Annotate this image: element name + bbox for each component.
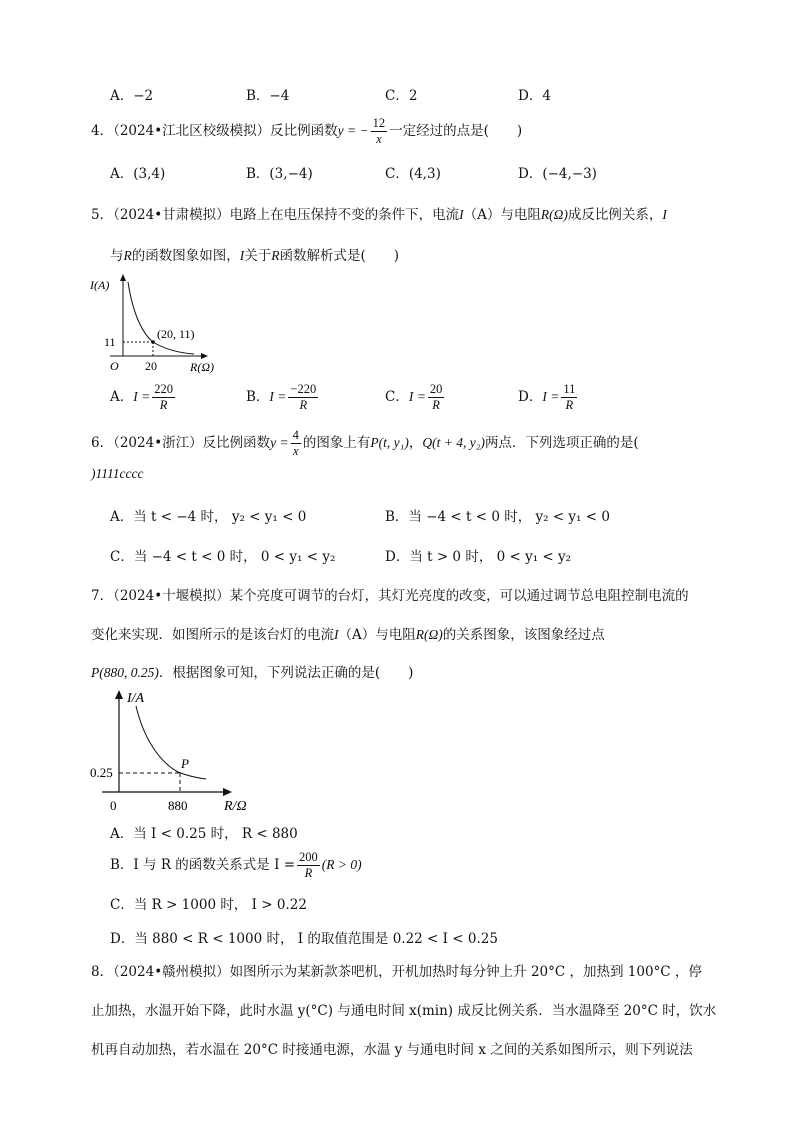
q6-option-d: D．当 t > 0 时， 0 < y₁ < y₂ (385, 549, 572, 565)
question-7-line-2: 变化来实现．如图所示的是该台灯的电流I（A）与电阻R(Ω)的关系图象，该图象经过点 (91, 627, 605, 643)
q5-option-c: C．I = $\frac{20}{R}$ (385, 382, 443, 412)
q7-option-d: D．当 880 < R < 1000 时， I 的取值范围是 0.22 < I < 0.25 (110, 931, 498, 947)
question-5-graph (88, 270, 228, 378)
q5-x-arrow (201, 353, 208, 359)
q5-option-b: B．I = $\frac{-220}{R}$ (246, 382, 317, 412)
q3-option-d: D．4 (518, 88, 551, 104)
q5-option-d: D．I = $\frac{11}{R}$ (518, 382, 576, 412)
q7-y-tick: 0.25 (90, 765, 113, 780)
q4-option-b: B．(3,−4) (246, 166, 313, 182)
q5-origin: O (110, 359, 119, 373)
q7-y-label: I/A (127, 691, 145, 706)
q5-x-tick: 20 (145, 359, 157, 373)
question-7-graph (88, 686, 268, 816)
question-6-line-2: )1111cccc (91, 466, 144, 481)
q4-option-c: C．(4,3) (385, 166, 441, 182)
question-5-line-1: 5．（2024•甘肃模拟）电路上在电压保持不变的条件下，电流I（A）与电阻R(Ω)成反比例关系，I (91, 207, 667, 223)
q4-option-a: A．(3,4) (110, 166, 166, 182)
q5-point (151, 340, 155, 344)
question-8-line-2: 止加热，水温开始下降，此时水温 y(°C) 与通电时间 x(min) 成反比例关系．当水温降至 20°C 时，饮水 (91, 1003, 717, 1019)
question-8-line-3: 机再自动加热，若水温在 20°C 时接通电源，水温 y 与通电时间 x 之间的关系如图所示，则下列说法 (91, 1042, 693, 1058)
q5-point-label: (20, 11) (157, 327, 195, 341)
q7-option-b: B．I 与 R 的函数关系式是 I = $\frac{200}{R}$ (R > 0) (110, 850, 362, 880)
q5-y-tick: 11 (104, 335, 116, 349)
q3-option-a: A．−2 (110, 88, 154, 104)
question-5-line-2: 与R的函数图象如图，I关于R函数解析式是( ) (110, 248, 400, 264)
q7-x-tick: 880 (168, 798, 188, 813)
q6-option-c: C．当 −4 < t < 0 时， 0 < y₁ < y₂ (110, 549, 336, 565)
q6-option-b: B．当 −4 < t < 0 时， y₂ < y₁ < 0 (385, 509, 610, 525)
q7-origin: 0 (110, 798, 117, 813)
q5-y-arrow (120, 274, 126, 281)
q6-option-a: A．当 t < −4 时， y₂ < y₁ < 0 (110, 509, 307, 525)
question-7-line-3: P(880, 0.25)．根据图象可知，下列说法正确的是( ) (91, 665, 414, 681)
q7-point-label: P (181, 756, 189, 771)
q5-y-label: I(A) (90, 278, 110, 292)
q7-x-label: R/Ω (224, 799, 247, 814)
q3-option-b: B．−4 (246, 88, 290, 104)
q3-option-c: C．2 (385, 88, 418, 104)
q5-curve (128, 282, 194, 354)
q7-x-arrow (223, 788, 232, 796)
q7-option-c: C．当 R > 1000 时， I > 0.22 (110, 897, 307, 913)
q5-option-a: A．I = $\frac{220}{R}$ (110, 382, 173, 412)
q5-x-label: R(Ω) (190, 360, 214, 374)
question-4-stem: 4．（2024•江北区校级模拟）反比例函数y = − $\frac{12}{x}$ 一定经过的点是( ) (91, 116, 523, 146)
question-8-line-1: 8．（2024•赣州模拟）如图所示为某新款茶吧机，开机加热时每分钟上升 20°C ，加热到 100°C ，停 (91, 964, 702, 980)
question-7-line-1: 7．（2024•十堰模拟）某个亮度可调节的台灯，其灯光亮度的改变，可以通过调节总电阻控制电流的 (91, 588, 689, 604)
q4-option-d: D．(−4,−3) (518, 166, 597, 182)
q7-curve (136, 706, 206, 779)
question-6-stem: 6．（2024•浙江）反比例函数y = $\frac{4}{x}$ 的图象上有P(t, y₁)，Q(t + 4, y₂)两点．下列选项正确的是( (91, 428, 639, 458)
q7-option-a: A．当 I < 0.25 时， R < 880 (110, 826, 298, 842)
q7-y-arrow (115, 690, 123, 699)
